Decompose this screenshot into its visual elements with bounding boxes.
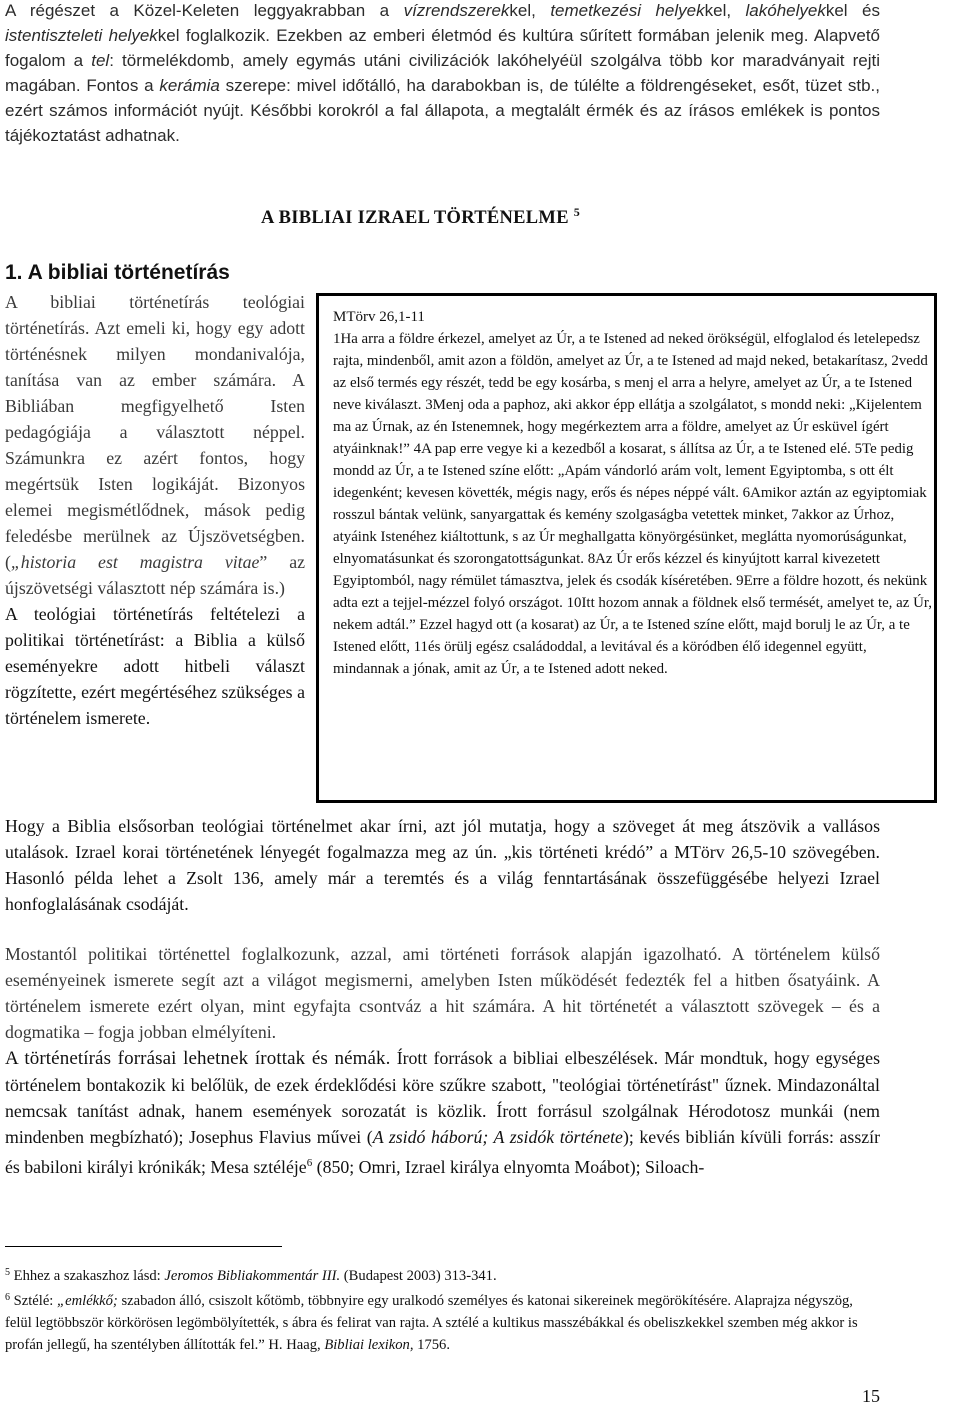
- left-text: A bibliai történetírás teológiai történetírás. Azt emeli ki, hogy egy adott történésnek milyen mondanivalója, tanítása van az ember számára. A Bibliában megfigyelhető Isten pedagógiája a választott néppel. Számunkra ez azért fontos, hogy megértsük Isten logikáját. Bizonyos elemei megismétlődnek, mások pedig feledésbe merülnek az Újszövetségben. (: [5, 292, 305, 572]
- footnote-ref[interactable]: 6: [306, 1157, 313, 1169]
- latin-quote: „historia est magistra vitae: [10, 552, 260, 572]
- intro-term: tel: [91, 51, 110, 70]
- lead-sentence: A történetírás forrásai lehetnek írottak és némák.: [5, 1048, 391, 1069]
- intro-text: : törmelékdomb, amely egymás utáni civilizációk lakóhelyéül szolgálva több kor maradványait rejti magában. Fontos a: [5, 51, 880, 95]
- left-column: [5, 289, 305, 731]
- body-text: (850; Omri, Izrael királya elnyomta Moábot); Siloach-: [312, 1156, 705, 1177]
- footnote-divider: [5, 1246, 282, 1247]
- scripture-text: 1Ha arra a földre érkezel, amelyet az Úr, a te Istened ad neked örökségül, elfoglalod és letelepedsz rajta, mindenből, amit azon a földön, amelyet az Úr, a te Istened ad majd neked, betakarítasz, 2vedd az első termés egy részét, tedd be egy kosárba, s menj el arra a helyre, amelyet az Úr, a te Istened neve kiválaszt. 3Menj oda a paphoz, aki akkor épp ellátja a szolgálatot, s mondd neki: „Kijelentem ma az Úrnak, az én Istenemnek, hogy megérkeztem arra a földre, amelyet az Úr esküvel ígért atyáinknak!” 4A pap erre vegye ki a kezedből a kosarat, s állítsa az Úr, a te Istened elé. 5Te pedig mondd az Úr, a te Istened színe előtt: „Apám vándorló arám volt, lement Egyiptomba, s ott élt idegenként; kevesen követték, mégis nagy, erős és népes néppé vált. 6Amikor aztán az egyiptomiak rosszul bántak velünk, sanyargattak és kemény szolgaságba vetettek minket, 7akkor az Úrhoz, atyáink Istenéhez kiáltottunk, s az Úr meghallgatta könyörgésünket, meglátta nyomorúságunkat, elnyomatásunkat és szorongatottságunkat. 8Az Úr erős kézzel és kinyújtott karral kivezetett Egyiptomból, nagy rémület támasztva, jelek és csodák kíséretében. 9Erre a földre hozott, és nekünk adta ezt a tejjel-mézzel folyó országot. 10Itt hozom annak a földnek első termését, amelyet te, az Úr, nekem adtál.” Ezzel hagyd ott (a kosarat) az Úr, a te Istened színe előtt, majd borulj le az Úr, a te Istened előtt, 11és örülj egész családoddal, a levitával és a köródben élő idegennel együtt, mindannak a jónak, amit az Úr, a te Istened adott neked.: [333, 331, 932, 677]
- book-title: A zsidó háború; A zsidók története: [372, 1127, 623, 1147]
- footnote-5: [5, 1262, 880, 1287]
- scripture-box: [316, 293, 937, 803]
- section-title: 1. A bibliai történetírás: [5, 261, 230, 284]
- body-text: Írott források a bibliai elbeszélések. Már mondtuk, hogy egységes történelem bontakozik ki belőlük, de ezek érdeklődési köre szűkre szabott, "teológiai történetírást" űznek. Mindazonáltal nemcsak tanítást adnak, hanem események sorozatát is közlik. Írott forrásul szolgálnak Hérodotosz munkái (nem mindenben megbízható); Josephus Flavius művei (: [5, 1048, 880, 1147]
- body-text: Hogy a Biblia elsősorban teológiai történelmet akar írni, azt jól mutatja, hogy a szöveget át meg átszövik a vallásos utalások. Izrael korai történetének lényegét fogalmazza meg az ún. „kis történeti krédó” a MTörv 26,5-10 szövegében. Hasonló példa lehet a Zsolt 136, amely már a teremtés és a világ fenntartásának összefüggésébe helyezi Izrael honfoglalásának csodáját.: [5, 816, 880, 914]
- left-text: ” az újszövetségi választott nép számára is.): [5, 552, 305, 598]
- intro-term: istentiszteleti helyek: [5, 26, 158, 45]
- intro-term: vízrendszerek: [403, 1, 510, 20]
- footnote-text: Sztélé:: [10, 1293, 58, 1309]
- intro-term: kerámia: [159, 76, 220, 95]
- intro-paragraph: [5, 0, 880, 148]
- footnote-number: 6: [5, 1292, 10, 1303]
- footnote-text: Ehhez a szakaszhoz lásd:: [10, 1268, 165, 1284]
- page-number: 15: [862, 1386, 880, 1406]
- intro-term: lakóhelyek: [745, 1, 826, 20]
- footnotes: [5, 1262, 880, 1356]
- footnote-term: „emlékkő;: [57, 1293, 118, 1309]
- footnote-title: Bibliai lexikon,: [324, 1337, 414, 1353]
- footnote-text: 1756.: [413, 1337, 450, 1353]
- intro-text: kel,: [704, 1, 746, 20]
- body-paragraph: [5, 813, 880, 917]
- footnote-title: Jeromos Bibliakommentár III.: [164, 1268, 341, 1284]
- sources-paragraph: [5, 1045, 880, 1180]
- footnote-text: (Budapest 2003) 313-341.: [340, 1268, 497, 1284]
- chapter-heading: [261, 205, 580, 229]
- left-paragraph-2: A teológiai történetírás feltételezi a politikai történetírást: a Biblia a külső eseményekre adott hitbeli választ rögzítette, ezért megértéséhez szükséges a történelem ismerete.: [5, 604, 305, 728]
- scripture-reference: MTörv 26,1-11: [333, 309, 425, 325]
- intro-text: kel foglalkozik. Ezekben az emberi életmód és kultúra sűrített formában jelenik meg. Alapvető fogalom a: [5, 26, 880, 70]
- intro-text: kel,: [509, 1, 551, 20]
- body-text: Mostantól politikai történettel foglalkozunk, azzal, ami történeti források alapján igazolható. A történelem külső eseményeinek ismerete segít azt a világot megismerni, amelyben Isten működését fedezték fel a hitben ősatyáink. A történelem ismerete ezért olyan, mint egyfajta csontváz a hit számára. A hit történetét a választott szövegek – és a dogmatika – fogja jobban elmélyíteni.: [5, 944, 880, 1042]
- body-text: ); kevés biblián kívüli forrás: asszír és babiloni királyi krónikák; Mesa sztéléje: [5, 1127, 880, 1177]
- chapter-heading-text: A BIBLIAI IZRAEL TÖRTÉNELME: [261, 208, 569, 228]
- footnote-text: szabadon álló, csiszolt kőtömb, többnyire egy uralkodó személyes és katonai sikereinek megörökítésére. Alaprajza négyszög, felül legtöbbször körkörösen legömbölyítették, s ábra és felirat van rajta. A sztélé a kultikus masszébákkal és obeliszkekkel szemben még akkor is profán jellegű, ha szentélyben állították fel.” H. Haag,: [5, 1293, 858, 1353]
- intro-text: szerepe: mivel időtálló, ha darabokban is, de túlélte a földrengéseket, esőt, tüzet stb., ezért számos információt nyújt. Későbbi korokról a fal állapota, a megtalált érmék és az írásos emlékek is pontos tájékoztatást adhatnak.: [5, 76, 880, 145]
- left-paragraph-1: [5, 289, 305, 601]
- footnote-6: [5, 1287, 880, 1356]
- footnote-ref[interactable]: 5: [573, 205, 581, 219]
- footnote-number: 5: [5, 1267, 10, 1278]
- body-section: [5, 941, 880, 1180]
- intro-text: A régészet a Közel-Keleten leggyakrabban a: [5, 1, 404, 20]
- intro-text: kel és: [825, 1, 880, 20]
- intro-term: temetkezési helyek: [550, 1, 705, 20]
